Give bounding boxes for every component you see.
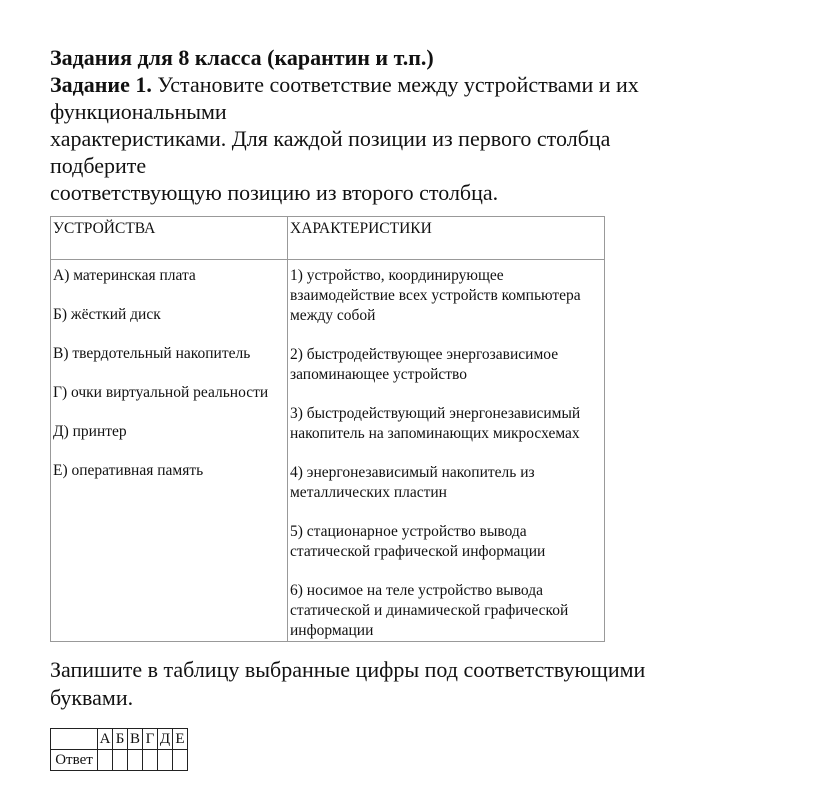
devices-column-header: УСТРОЙСТВА <box>51 217 288 260</box>
matching-table-header-row <box>51 217 605 260</box>
characteristic-line: 4) энергонезависимый накопитель из <box>290 464 535 481</box>
characteristic-item <box>290 345 602 385</box>
device-item: Д) принтер <box>53 423 127 440</box>
characteristic-line: статической графической информации <box>290 543 546 560</box>
characteristic-line: статической и динамической графической <box>290 602 569 619</box>
device-item: А) материнская плата <box>53 267 196 284</box>
task-heading <box>50 44 770 206</box>
task-text-line: функциональными <box>50 99 227 124</box>
matching-table <box>50 216 605 642</box>
answer-letter-header: Е <box>173 729 188 750</box>
characteristic-line: 3) быстродействующий энергонезависимый <box>290 405 581 422</box>
answer-table <box>50 728 188 771</box>
answer-cell[interactable] <box>158 750 173 771</box>
device-item: Е) оперативная память <box>53 462 204 479</box>
characteristic-item <box>290 463 602 503</box>
characteristic-item <box>290 266 602 326</box>
characteristic-item <box>290 581 602 641</box>
answer-letter-header: Д <box>158 729 173 750</box>
instruction-line: Запишите в таблицу выбранные цифры под соответствующими <box>50 657 646 682</box>
answer-cell[interactable] <box>143 750 158 771</box>
task-text-line: соответствующую позицию из второго столбца. <box>50 180 499 205</box>
characteristic-line: 5) стационарное устройство вывода <box>290 523 527 540</box>
answer-letter-header: Г <box>143 729 158 750</box>
answer-table-corner-cell <box>51 729 98 750</box>
task-text-line: Установите соответствие между устройствами и их <box>157 72 639 97</box>
characteristic-line: накопитель на запоминающих микросхемах <box>290 425 580 442</box>
devices-cell <box>51 260 288 642</box>
answer-table-letter-row <box>51 729 188 750</box>
task-label: Задание 1. <box>50 72 152 97</box>
characteristic-line: запоминающее устройство <box>290 366 467 383</box>
characteristic-item <box>290 404 602 444</box>
task-text-line: подберите <box>50 153 147 178</box>
answer-instruction <box>50 656 790 712</box>
characteristics-cell <box>288 260 605 642</box>
characteristics-column-header: ХАРАКТЕРИСТИКИ <box>288 217 605 260</box>
answer-cell[interactable] <box>173 750 188 771</box>
answer-cell[interactable] <box>128 750 143 771</box>
characteristic-line: информации <box>290 622 374 639</box>
device-item: Б) жёсткий диск <box>53 306 161 323</box>
device-item: В) твердотельный накопитель <box>53 345 251 362</box>
answer-cell[interactable] <box>98 750 113 771</box>
instruction-line: буквами. <box>50 685 134 710</box>
answer-table-answer-row <box>51 750 188 771</box>
characteristic-line: между собой <box>290 307 376 324</box>
answer-letter-header: Б <box>113 729 128 750</box>
page-title: Задания для 8 класса (карантин и т.п.) <box>50 45 434 70</box>
task-text-line: характеристиками. Для каждой позиции из первого столбца <box>50 126 611 151</box>
device-item: Г) очки виртуальной реальности <box>53 384 269 401</box>
answer-letter-header: А <box>98 729 113 750</box>
answer-cell[interactable] <box>113 750 128 771</box>
characteristic-line: 1) устройство, координирующее <box>290 267 504 284</box>
characteristic-line: взаимодействие всех устройств компьютера <box>290 287 581 304</box>
characteristic-line: металлических пластин <box>290 484 447 501</box>
task-statement <box>50 71 770 98</box>
characteristic-item <box>290 522 602 562</box>
matching-table-body-row <box>51 260 605 642</box>
answer-row-label: Ответ <box>51 750 98 771</box>
characteristic-line: 2) быстродействующее энергозависимое <box>290 346 559 363</box>
characteristic-line: 6) носимое на теле устройство вывода <box>290 582 543 599</box>
answer-letter-header: В <box>128 729 143 750</box>
